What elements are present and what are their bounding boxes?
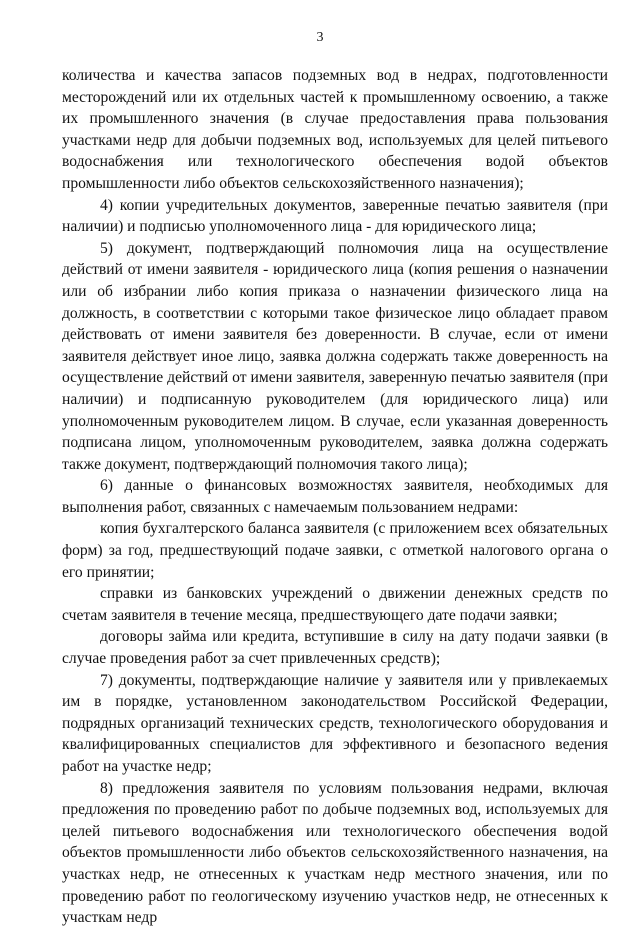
paragraph-item-7: 7) документы, подтверждающие наличие у заявителя или у привлекаемых им в порядке, установленном законодательством Российской Федерации, подрядных организаций технических средств, технологического оборудования и квалифицированных специалистов для эффективного и безопасного ведения работ на участке недр; bbox=[62, 671, 608, 775]
document-body bbox=[62, 65, 608, 929]
paragraph-item-6-bank: справки из банковских учреждений о движении денежных средств по счетам заявителя в течение месяца, предшествующего дате подачи заявки; bbox=[62, 585, 608, 624]
paragraph-item-4: 4) копии учредительных документов, заверенные печатью заявителя (при наличии) и подписью уполномоченного лица - для юридического лица; bbox=[62, 196, 608, 236]
paragraph-item-6-loans: договоры займа или кредита, вступившие в силу на дату подачи заявки (в случае проведения работ за счет привлеченных средств); bbox=[62, 628, 608, 668]
paragraph-item-5: 5) документ, подтверждающий полномочия лица на осуществление действий от имени заявителя - юридического лица (копия решения о назначении или об избрании либо копия приказа о назначении физического лица на должность, в соответствии с которыми такое физическое лицо обладает правом действовать от имени заявителя без доверенности. В случае, если от имени заявителя действует иное лицо, заявка должна содержать также доверенность на осуществление действий от имени заявителя, заверенную печатью заявителя (при наличии) и подписанную руководителем (для юридического лица) или уполномоченным руководителем лицом. В случае, если указанная доверенность подписана лицом, уполномоченным руководителем, заявка должна содержать также документ, подтверждающий полномочия такого лица); bbox=[62, 239, 608, 473]
paragraph-item-8: 8) предложения заявителя по условиям пользования недрами, включая предложения по проведению работ по добыче подземных вод, используемых для целей питьевого водоснабжения или технологического обеспечения водой объектов промышленности либо объектов сельскохозяйственного назначения, на участках недр, не отнесенных к участкам недр местного значения, или по проведению работ по геологическому изучению участков недр, не отнесенных к участкам недр bbox=[62, 779, 608, 927]
paragraph-item-6: 6) данные о финансовых возможностях заявителя, необходимых для выполнения работ, связанных с намечаемым пользованием недрами: bbox=[62, 477, 608, 516]
paragraph-item-6-balance: копия бухгалтерского баланса заявителя (с приложением всех обязательных форм) за год, предшествующий подаче заявки, с отметкой налогового органа о его принятии; bbox=[62, 520, 608, 581]
paragraph-continuation: количества и качества запасов подземных вод в недрах, подготовленности месторождений или их отдельных частей к промышленному освоению, а также их промышленного значения (в случае предоставления права пользования участками недр для добычи подземных вод, используемых для целей питьевого водоснабжения или технологического обеспечения водой объектов промышленности либо объектов сельскохозяйственного назначения); bbox=[62, 67, 608, 192]
page-number: 3 bbox=[316, 30, 324, 45]
